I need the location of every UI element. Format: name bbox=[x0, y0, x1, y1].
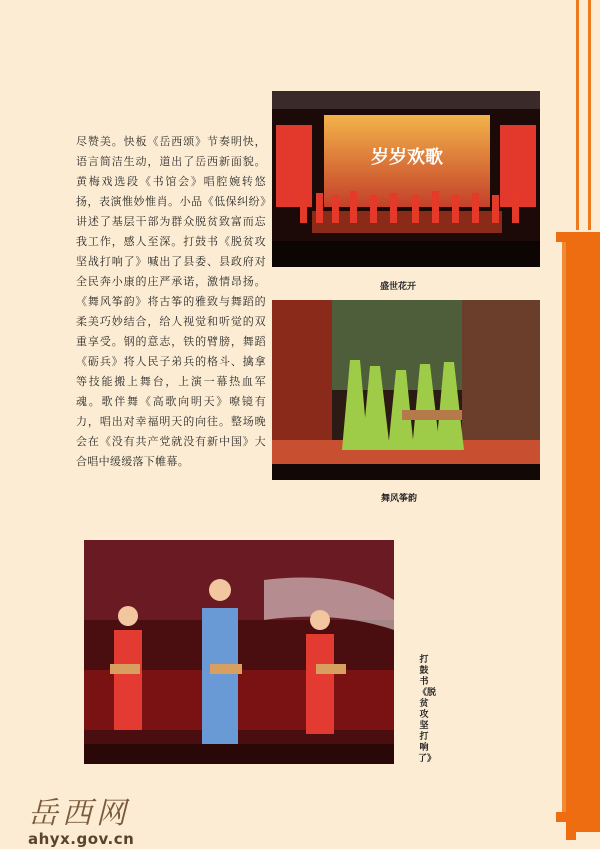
photo-guzheng-dance bbox=[272, 300, 540, 480]
decorative-band bbox=[566, 232, 600, 832]
decorative-band-top bbox=[566, 0, 600, 230]
photo-drum-storytelling bbox=[84, 540, 394, 764]
article-text bbox=[76, 132, 266, 472]
photo-caption-vertical: 打鼓书《脱贫攻坚打响了》 bbox=[418, 655, 437, 764]
band-notch bbox=[566, 830, 576, 840]
band-notch bbox=[556, 232, 566, 242]
logo-mark: 岳西网 bbox=[28, 796, 130, 831]
decorative-line bbox=[576, 0, 579, 230]
stage-banner-text: 岁岁欢歌 bbox=[371, 147, 443, 168]
photo-caption: 盛世花开 bbox=[380, 282, 417, 292]
decorative-line bbox=[588, 0, 591, 230]
site-logo bbox=[28, 788, 134, 848]
guzheng-illustration bbox=[272, 300, 540, 480]
band-notch bbox=[556, 812, 566, 822]
photo-stage-performance bbox=[272, 91, 540, 267]
article-paragraph: 尽赞美。快板《岳西颂》节奏明快，语言简洁生动，道出了岳西新面貌。黄梅戏选段《书馆会》唱腔婉转悠扬，表演惟妙惟肖。小品《低保纠纷》讲述了基层干部为群众脱贫致富而忘我工作，感人至深。打鼓书《脱贫攻坚战打响了》喊出了县委、县政府对全民奔小康的庄严承诺，激情昂扬。《舞风筝韵》将古筝的雅致与舞蹈的柔美巧妙结合，给人视觉和听觉的双重享受。钢的意志，铁的臂膀，舞蹈《砺兵》将人民子弟兵的格斗、擒拿等技能搬上舞台，上演一幕热血军魂。歌伴舞《高歌向明天》嘹镜有力，唱出对幸福明天的向往。整场晚会在《没有共产党就没有新中国》大合唱中缓缓落下帷幕。 bbox=[76, 135, 266, 468]
photo-caption: 舞风筝韵 bbox=[381, 494, 418, 504]
drum-storytelling-illustration bbox=[84, 540, 394, 764]
stage-illustration bbox=[272, 91, 540, 267]
logo-url: ahyx.gov.cn bbox=[28, 830, 135, 848]
